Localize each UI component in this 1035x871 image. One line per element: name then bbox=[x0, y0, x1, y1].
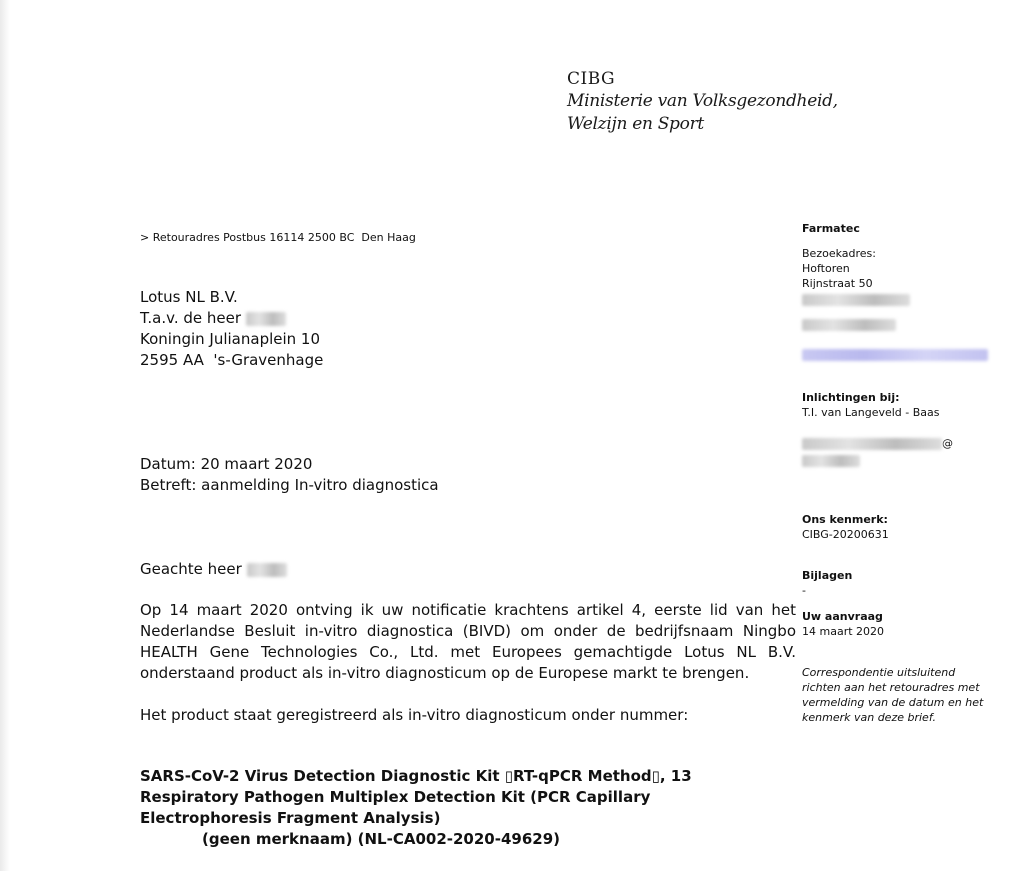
subject-line: Betreft: aanmelding In-vitro diagnostica bbox=[140, 476, 439, 494]
recipient-company: Lotus NL B.V. bbox=[140, 288, 238, 306]
sidebar-contact bbox=[802, 390, 940, 420]
redacted-website bbox=[802, 349, 988, 361]
redacted-phone bbox=[802, 319, 896, 331]
redacted-visit-city bbox=[802, 294, 910, 306]
ministry-logo bbox=[567, 68, 838, 136]
sidebar-request bbox=[802, 609, 884, 639]
email-at-sign: @ bbox=[942, 437, 953, 450]
redacted-name bbox=[246, 312, 286, 326]
page-edge bbox=[0, 0, 10, 871]
sidebar-department: Farmatec bbox=[802, 222, 860, 235]
product-name: SARS-CoV-2 Virus Detection Diagnostic Kit ▯RT-qPCR Method▯, 13 Respiratory Pathogen Multiplex Detection Kit (PCR Capillary Electrophoresis Fragment Analysis) bbox=[140, 767, 692, 827]
request-label: Uw aanvraag bbox=[802, 610, 883, 623]
logo-ministry-line-1: Ministerie van Volksgezondheid, bbox=[567, 91, 838, 111]
info-name: T.I. van Langeveld - Baas bbox=[802, 406, 940, 419]
body-paragraph-1: Op 14 maart 2020 ontving ik uw notificatie krachtens artikel 4, eerste lid van het Nederlandse Besluit in-vitro diagnostica (BIVD) om onder de bedrijfsnaam Ningbo HEALTH Gene Technologies Co., Ltd. met Europees gemachtigde Lotus NL B.V. onderstaand product als in-vitro diagnosticum op de Europese markt te brengen. bbox=[140, 601, 796, 682]
visit-label: Bezoekadres: bbox=[802, 247, 876, 260]
logo-ministry-line-2: Welzijn en Sport bbox=[567, 114, 704, 134]
redacted-email bbox=[802, 438, 942, 450]
reference-value: CIBG-20200631 bbox=[802, 528, 889, 541]
request-value: 14 maart 2020 bbox=[802, 625, 885, 638]
salutation: Geachte heer bbox=[140, 560, 242, 578]
recipient-attention: T.a.v. de heer bbox=[140, 309, 242, 327]
letter-meta bbox=[140, 454, 439, 496]
redacted-email-domain bbox=[802, 455, 860, 467]
product-registration-number: (geen merknaam) (NL-CA002-2020-49629) bbox=[202, 830, 561, 848]
sidebar-reference bbox=[802, 512, 889, 542]
logo-org: CIBG bbox=[567, 69, 616, 89]
recipient-street: Koningin Julianaplein 10 bbox=[140, 330, 321, 348]
attachments-label: Bijlagen bbox=[802, 569, 853, 582]
correspondence-note: Correspondentie uitsluitend richten aan het retouradres met vermelding van de datum en het kenmerk van deze brief. bbox=[802, 666, 984, 724]
recipient-postcode-city: 2595 AA 's-Gravenhage bbox=[140, 351, 324, 369]
visit-building: Hoftoren bbox=[802, 262, 850, 275]
redacted-salutation-name bbox=[247, 563, 287, 577]
reference-label: Ons kenmerk: bbox=[802, 513, 888, 526]
product-registration bbox=[140, 766, 760, 850]
sidebar-attachments bbox=[802, 568, 852, 598]
body-paragraph-2: Het product staat geregistreerd als in-vitro diagnosticum onder nummer: bbox=[140, 706, 689, 724]
redacted-email-line bbox=[802, 436, 953, 451]
info-label: Inlichtingen bij: bbox=[802, 391, 900, 404]
visit-street: Rijnstraat 50 bbox=[802, 277, 873, 290]
recipient-address bbox=[140, 287, 323, 371]
date-line: Datum: 20 maart 2020 bbox=[140, 455, 313, 473]
recipient-attention-line bbox=[140, 308, 323, 329]
salutation-line bbox=[140, 559, 287, 580]
attachments-value: - bbox=[802, 584, 806, 597]
return-address: > Retouradres Postbus 16114 2500 BC Den Haag bbox=[140, 231, 416, 244]
sidebar-visit-address bbox=[802, 246, 876, 291]
